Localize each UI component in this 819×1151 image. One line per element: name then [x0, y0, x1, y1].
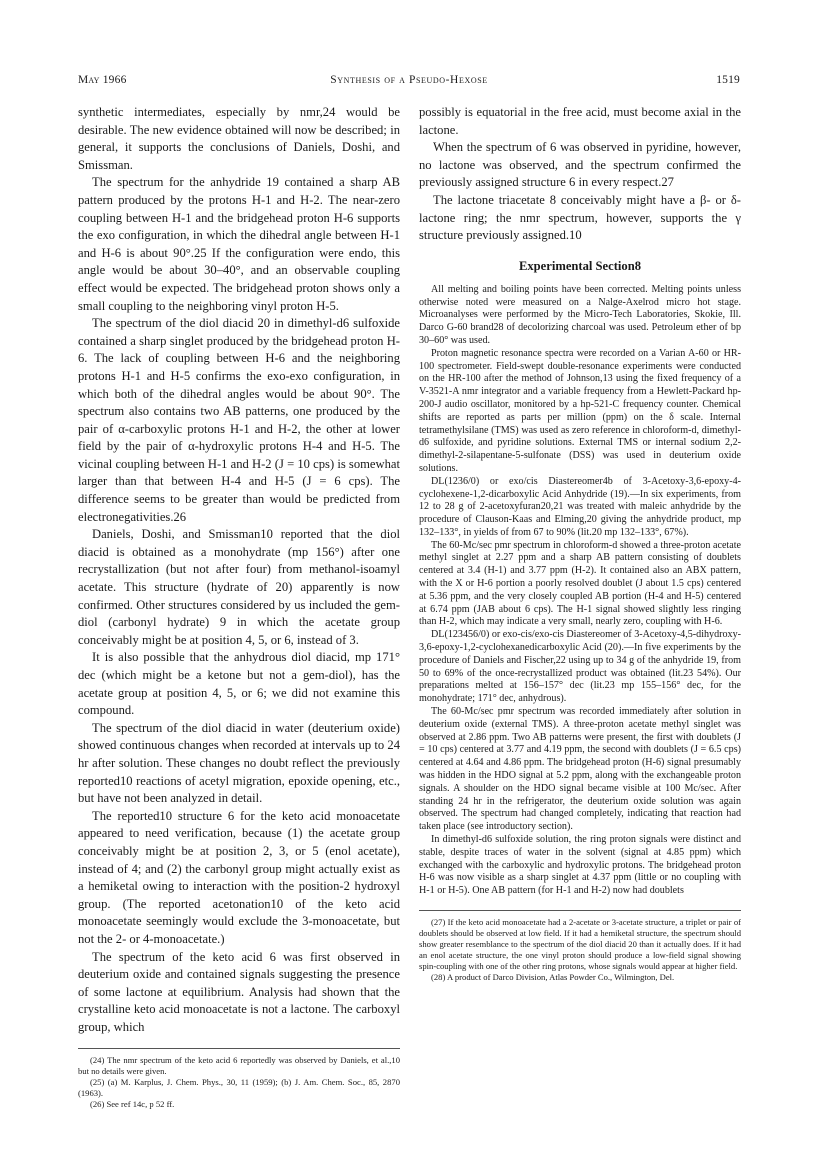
paragraph: The reported10 structure 6 for the keto acid monoacetate appeared to need verification, because (1) the acetate group conceivably might be at position 2, 3, or 5 (enol acetate), instead of 4; and (2) the carbonyl group might actually exist as a hemiketal owing to interaction with the position-2 hydroxyl group. (The reported acetonation10 of the keto acid monoacetate seemingly would exclude the 3-monoacetate, but not the 2- or 4-monoacetate.) [78, 808, 400, 946]
section-heading: Experimental Section8 [518, 258, 642, 273]
paragraph: possibly is equatorial in the free acid, must become axial in the lactone. [419, 105, 741, 137]
running-header [78, 74, 740, 90]
footnote: (27) If the keto acid monoacetate had a 2-acetate or 3-acetate structure, a triplet or pair of doublets should be observed at low field. If it had a hemiketal structure, the spectrum should show greater resemblance to the spectrum of the diol diacid 20 than it actually does. If it had an enol acetate structure, the one vinyl proton should produce a low-field signal showing spin-coupling with one of the other ring protons, whose signals would appear at higher field. [419, 917, 741, 971]
footnote-divider [419, 910, 741, 911]
paragraph: The spectrum of the diol diacid in water (deuterium oxide) showed continuous changes when recorded at intervals up to 24 hr after solution. These changes no doubt reflect the previously reported10 reactions of acetyl migration, epoxide opening, etc., but have not been analyzed in detail. [78, 720, 400, 806]
page-number: 1519 [716, 74, 740, 86]
experimental-paragraph: DL(123456/0) or exo-cis/exo-cis Diastereomer of 3-Acetoxy-4,5-dihydroxy-3,6-epoxy-1,2-cyclohexanedicarboxylic Acid (20).—In five experiments by the procedure of Daniels and Fischer,22 using up to 34 g of the anhydride 19, from 50 to 69% of the once-recrystallized product was obtained (lit.23 54%). Our preparations melted at 156–157° dec (lit.23 mp 155–156° dec, for the monohydrate; 171° dec, anhydrous). [419, 629, 742, 705]
header-date: May 1966 [78, 74, 127, 86]
right-column [419, 104, 741, 982]
right-body-text [419, 104, 741, 245]
right-footnotes [419, 917, 741, 982]
experimental-paragraph: In dimethyl-d6 sulfoxide solution, the ring proton signals were distinct and stable, despite traces of water in the solvent (signal at 4.85 ppm) which exchanged with the carboxylic and hydroxylic protons. The bridgehead proton H-6 was now visible as a sharp singlet at 4.37 ppm (little or no coupling with H-1 or H-5). One AB pattern (for H-1 and H-2) now had doublets [419, 834, 741, 897]
paragraph: The spectrum of the diol diacid 20 in dimethyl-d6 sulfoxide contained a sharp singlet produced by the bridgehead proton H-6. The lack of coupling between H-6 and the neighboring protons H-1 and H-5 confirms the exo-exo configuration, in which both of the dihedral angles would be about 90°. The spectrum also contains two AB patterns, one produced by the pair of α-carboxylic protons H-1 and H-2, the other at lower field by the pair of α-hydroxylic protons H-4 and H-5. The vicinal coupling between H-1 and H-2 (J = 10 cps) is somewhat larger than that between H-4 and H-5 (J = 6 cps). The difference seems to be greater than would be predicted from electronegativities.26 [78, 316, 400, 524]
experimental-paragraph: The 60-Mc/sec pmr spectrum was recorded immediately after solution in deuterium oxide (external TMS). A three-proton acetate methyl singlet was observed at 2.86 ppm. Two AB patterns were present, the first with doublets (J = 10 cps) centered at 3.77 and 4.19 ppm, the second with doublets (J = 6.5 cps) centered at 4.64 and 4.86 ppm. The bridgehead proton (H-6) signal presumably was hidden in the HDO signal at 5.2 ppm, along with the exchangeable proton signals. A shoulder on the HDO signal became visible at 100 Mc/sec. After standing 24 hr in the refrigerator, the deuterium oxide solution was again observed. The spectrum had changed completely, indicating that reaction had taken place (see introductory section). [419, 706, 741, 833]
header-title: Synthesis of a Pseudo-Hexose [330, 74, 488, 86]
footnote: (24) The nmr spectrum of the keto acid 6 reportedly was observed by Daniels, et al.,10 but no details were given. [78, 1055, 400, 1077]
experimental-paragraph: The 60-Mc/sec pmr spectrum in chloroform-d showed a three-proton acetate methyl singlet at 2.27 ppm and a sharp AB pattern consisting of doublets centered at 3.4 (H-1) and 3.77 ppm (H-2). It contained also an ABX pattern, with the X or H-6 portion a poorly resolved doublet (J about 1.5 cps) centered at 5.36 ppm, and the very closely coupled AB portion (H-4 and H-5) centered at 6.74 ppm (JAB about 6 cps). The H-1 signal showed slightly less ringing than H-2, which may indicate a very small, nearly zero, coupling with H-6. [419, 539, 741, 628]
paragraph: When the spectrum of 6 was observed in pyridine, however, no lactone was observed, and the spectrum confirmed the previously assigned structure 6 in every respect.27 [419, 140, 741, 190]
experimental-paragraph: DL(1236/0) or exo/cis Diastereomer4b of 3-Acetoxy-3,6-epoxy-4-cyclohexene-1,2-dicarboxylic Acid Anhydride (19).—In six experiments, from 12 to 28 g of 2-acetoxyfuran20,21 was treated with maleic anhydride by the procedure of Clauson-Kaas and Elming,20 giving the anhydride product, mp 132–133°, in yields of from 67 to 90% (lit.20 mp 132–133°, 67%). [419, 475, 741, 538]
left-column [78, 104, 400, 1110]
paragraph: It is also possible that the anhydrous diol diacid, mp 171° dec (which might be a ketone but not a gem-diol), has the acetate group at position 4, 5, or 6; we did not examine this compound. [78, 650, 400, 718]
footnote-divider [78, 1048, 400, 1049]
experimental-section [419, 284, 741, 898]
footnote: (26) See ref 14c, p 52 ff. [90, 1099, 175, 1110]
left-footnotes [78, 1055, 400, 1110]
footnote: (28) A product of Darco Division, Atlas Powder Co., Wilmington, Del. [431, 971, 675, 982]
paragraph: The spectrum for the anhydride 19 contained a sharp AB pattern produced by the protons H-1 and H-2. The near-zero coupling between H-1 and the bridgehead proton H-6 supports the exo configuration, in which the dihedral angle between H-1 and H-6 is about 90°.25 If the configuration were endo, this angle would be about 30–40°, and an observable coupling effect would be expected. The bridgehead proton shows only a small coupling to the neighboring vinyl proton H-5. [78, 175, 400, 313]
experimental-paragraph: Proton magnetic resonance spectra were recorded on a Varian A-60 or HR-100 spectrometer. Field-swept double-resonance experiments were conducted on the HR-100 after the method of Johnson,13 using the fixed frequency of a V-3521-A nmr integrator and a variable frequency from a Hewlett-Packard hp-200-J audio oscillator, monitored by a hp-521-C frequency counter. Chemical shifts are reported as parts per million (ppm) on the δ scale. Internal tetramethylsilane (TMS) was used as zero reference in chloroform-d, dimethyl-d6 sulfoxide, and pyridine solutions. External TMS or internal sodium 2,2-dimethyl-2-silapentane-5-sulfonate (DSS) was used in deuterium oxide solutions. [419, 347, 741, 474]
footnote: (25) (a) M. Karplus, J. Chem. Phys., 30, 11 (1959); (b) J. Am. Chem. Soc., 85, 2870 (1963). [78, 1077, 400, 1099]
paragraph: The spectrum of the keto acid 6 was first observed in deuterium oxide and contained signals suggesting the presence of some lactone at equilibrium. Analysis had shown that the crystalline keto acid monoacetate is not a lactone. The carboxyl group, which [78, 949, 400, 1034]
paragraph: The lactone triacetate 8 conceivably might have a β- or δ-lactone ring; the nmr spectrum, however, supports the γ structure previously assigned.10 [419, 192, 741, 243]
left-body-text [78, 104, 400, 1036]
paragraph: Daniels, Doshi, and Smissman10 reported that the diol diacid is obtained as a monohydrate (mp 156°) after one recrystallization (but not after four) from methanol-isoamyl acetate. This structure (hydrate of 20) apparently is now confirmed. Other structures considered by us included the gem-diol (carbonyl hydrate) 9 in which the acetate group conceivably might be at position 4, 5, or 6, instead of 3. [78, 527, 400, 647]
paragraph: synthetic intermediates, especially by nmr,24 would be desirable. The new evidence obtained will now be described; in general, it supports the conclusions of Daniels, Doshi, and Smissman. [78, 105, 400, 172]
experimental-paragraph: All melting and boiling points have been corrected. Melting points unless otherwise noted were measured on a Nalge-Axelrod micro hot stage. Microanalyses were performed by the Micro-Tech Laboratories, Skokie, Ill. Darco G-60 brand28 of decolorizing charcoal was used. Petroleum ether of bp 30–60° was used. [419, 283, 741, 346]
